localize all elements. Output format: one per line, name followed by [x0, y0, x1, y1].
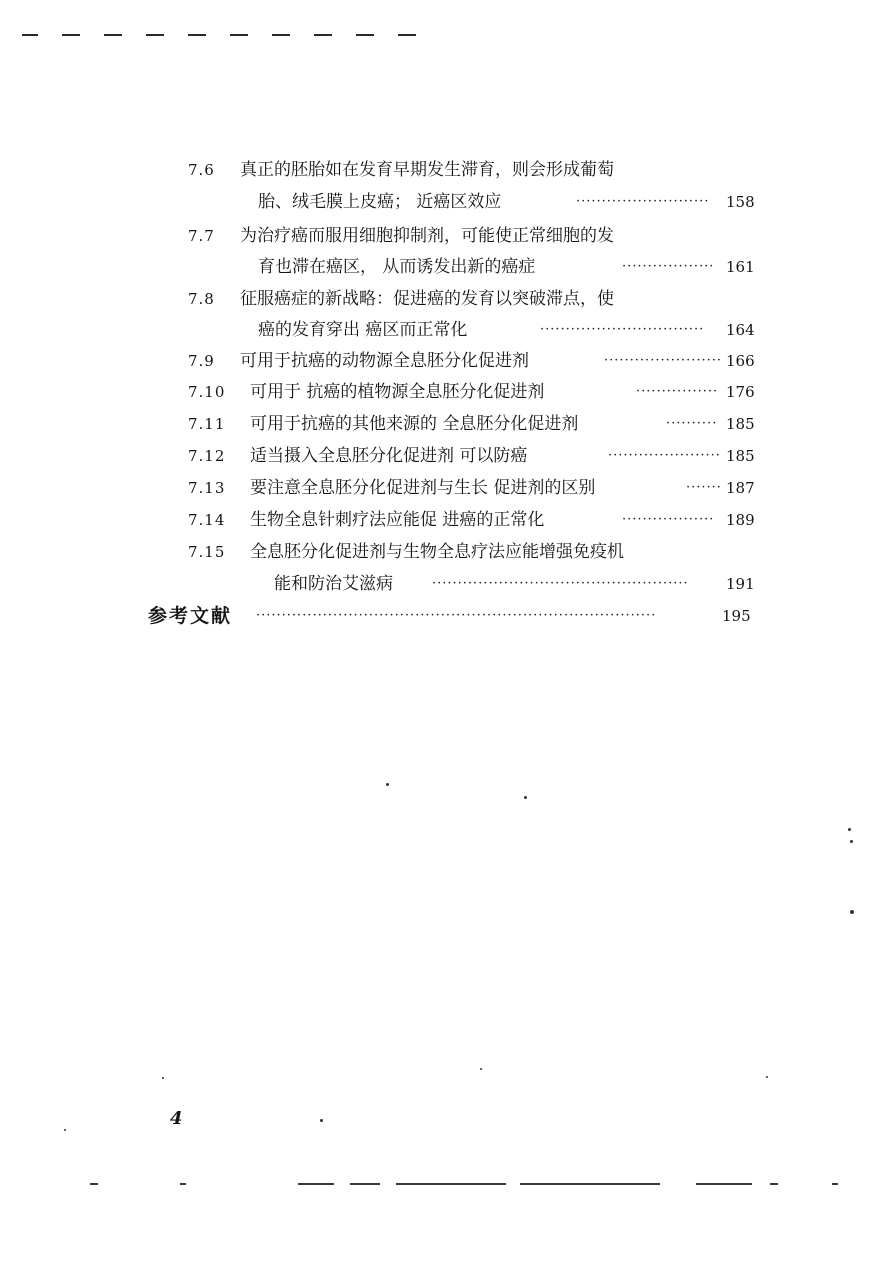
entry-title-line-1: 真正的胚胎如在发育早期发生滞育，则会形成葡萄 [240, 160, 614, 180]
entry-title: 可用于抗癌的其他来源的 全息胚分化促进剂 [250, 414, 579, 434]
scan-speck [162, 1077, 164, 1079]
dot-leader: ·················································· [432, 576, 689, 591]
section-number: 7.13 [188, 479, 226, 497]
dot-leader: ······················· [604, 353, 723, 368]
section-number: 7.6 [188, 161, 215, 179]
toc-entry-7-15[interactable] [0, 539, 892, 565]
entry-title-line-2: 能和防治艾滋病 [274, 574, 393, 594]
toc-entry-7-8[interactable] [0, 286, 892, 312]
section-number: 7.15 [188, 543, 226, 561]
entry-title-line-2: 胎、绒毛膜上皮癌； 近癌区效应 [258, 192, 502, 212]
section-number: 7.7 [188, 227, 215, 245]
entry-title: 要注意全息胚分化促进剂与生长 促进剂的区别 [250, 478, 596, 498]
scan-speck [480, 1068, 482, 1070]
toc-entry-references[interactable] [0, 603, 892, 629]
entry-title-line-1: 全息胚分化促进剂与生物全息疗法应能增强免疫机 [250, 542, 624, 562]
toc-entry-7-8-cont[interactable] [0, 317, 892, 343]
toc-entry-7-9[interactable] [0, 348, 892, 374]
scan-speck [848, 828, 851, 831]
section-number: 7.9 [188, 352, 215, 370]
page-number: 185 [726, 447, 755, 465]
dot-leader: ·························· [576, 194, 710, 209]
toc-entry-7-14[interactable] [0, 507, 892, 533]
toc-entry-7-6-cont[interactable] [0, 189, 892, 215]
page-folio: 4 [170, 1108, 183, 1129]
dot-leader: ·············································································· [256, 608, 657, 623]
scan-speck [850, 910, 854, 914]
dot-leader: ·········· [666, 416, 718, 431]
entry-title: 生物全息针刺疗法应能促 进癌的正常化 [250, 510, 545, 530]
page-number: 166 [726, 352, 755, 370]
references-title: 参考文献 [148, 605, 233, 627]
dot-leader: ······· [686, 480, 722, 495]
entry-title: 适当摄入全息胚分化促进剂 可以防癌 [250, 446, 528, 466]
entry-title-line-2: 育也滞在癌区， 从而诱发出新的癌症 [258, 257, 536, 277]
page-number: 189 [726, 511, 755, 529]
entry-title: 可用于 抗癌的植物源全息胚分化促进剂 [250, 382, 545, 402]
entry-title: 可用于抗癌的动物源全息胚分化促进剂 [240, 351, 529, 371]
page-number: 191 [726, 575, 755, 593]
toc-entry-7-13[interactable] [0, 475, 892, 501]
page-number: 195 [722, 607, 751, 625]
page-number: 176 [726, 383, 755, 401]
dot-leader: ·················· [622, 259, 715, 274]
section-number: 7.8 [188, 290, 215, 308]
page-number: 185 [726, 415, 755, 433]
dot-leader: ································ [540, 322, 705, 337]
bottom-scan-noise [80, 1183, 850, 1191]
dot-leader: ······················ [608, 448, 721, 463]
scan-speck [64, 1129, 66, 1131]
section-number: 7.11 [188, 415, 226, 433]
toc-entry-7-15-cont[interactable] [0, 571, 892, 597]
scan-speck [850, 840, 853, 843]
entry-title-line-1: 为治疗癌而服用细胞抑制剂，可能使正常细胞的发 [240, 226, 614, 246]
scan-speck [524, 796, 527, 799]
toc-entry-7-12[interactable] [0, 443, 892, 469]
toc-entry-7-7[interactable] [0, 223, 892, 249]
section-number: 7.12 [188, 447, 226, 465]
toc-entry-7-7-cont[interactable] [0, 254, 892, 280]
toc-entry-7-11[interactable] [0, 411, 892, 437]
page-number: 187 [726, 479, 755, 497]
scan-speck [386, 783, 389, 786]
toc-entry-7-10[interactable] [0, 379, 892, 405]
page-number: 164 [726, 321, 755, 339]
section-number: 7.10 [188, 383, 226, 401]
dot-leader: ·················· [622, 512, 715, 527]
entry-title-line-2: 癌的发育穿出 癌区而正常化 [258, 320, 468, 340]
page-number: 161 [726, 258, 755, 276]
page-number: 158 [726, 193, 755, 211]
toc-entry-7-6[interactable] [0, 157, 892, 183]
dot-leader: ················ [636, 384, 719, 399]
section-number: 7.14 [188, 511, 226, 529]
scan-speck [766, 1076, 768, 1078]
entry-title-line-1: 征服癌症的新战略：促进癌的发育以突破滞点，使 [240, 289, 614, 309]
scan-speck [320, 1119, 323, 1122]
